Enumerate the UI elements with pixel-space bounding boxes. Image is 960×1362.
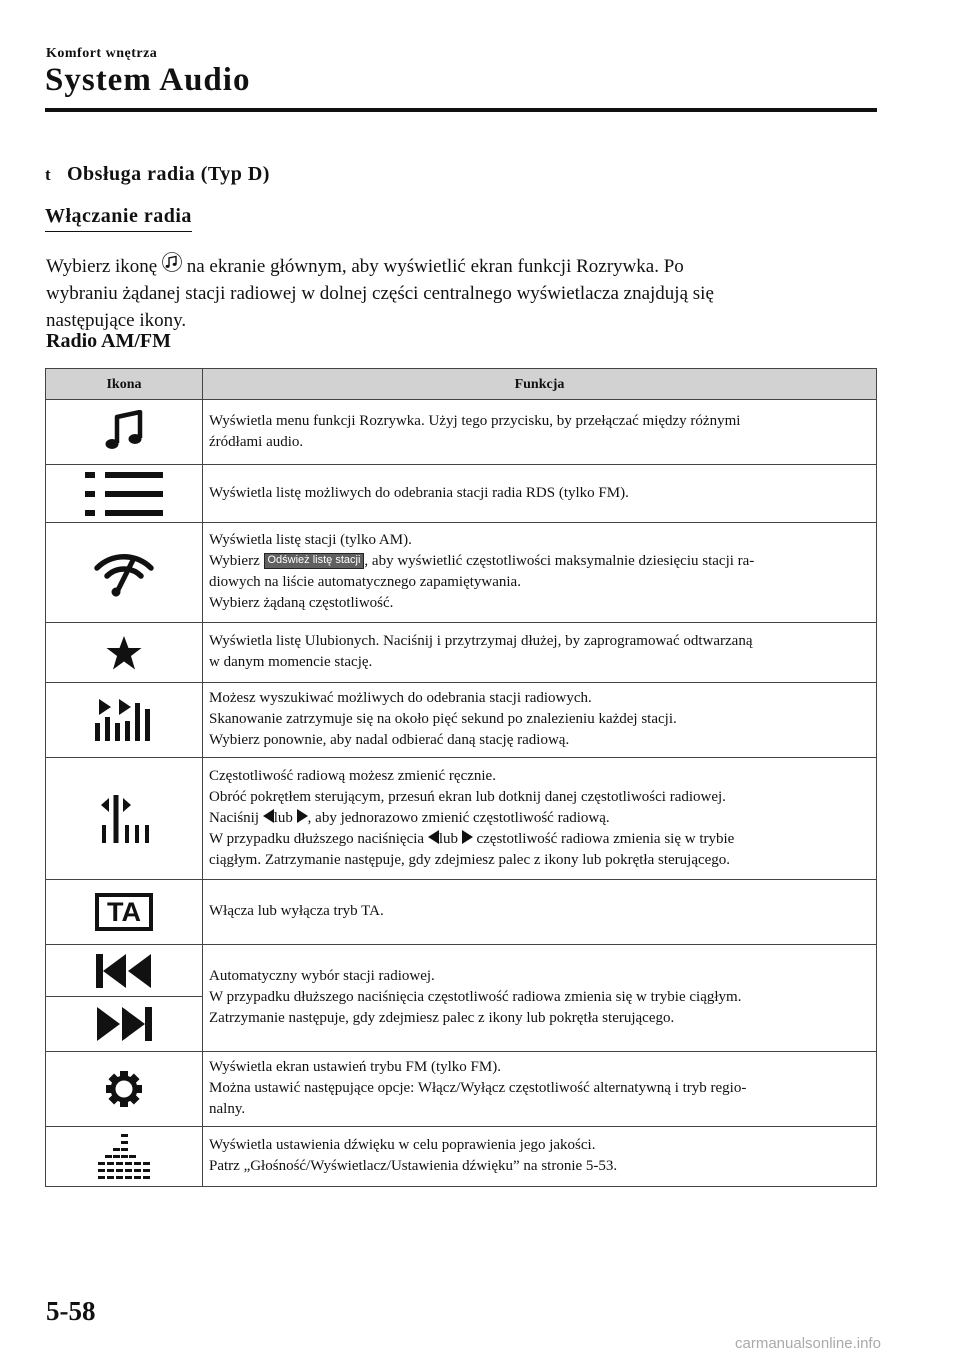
music-note-icon (104, 410, 144, 454)
table-header-row (46, 369, 877, 400)
tune-down-arrow-icon[interactable] (263, 809, 274, 823)
chapter-label: Komfort wnętrza (46, 46, 158, 61)
table-row (46, 523, 877, 623)
function-text: Patrz „Głośność/Wyświetlacz/Ustawienia dźwięku” na stronie 5-53. (209, 1158, 618, 1174)
column-header-function: Funkcja (203, 369, 877, 400)
manual-tune-icon (99, 795, 149, 843)
icon-cell (46, 945, 203, 1052)
function-text: Częstotliwość radiową możesz zmienić ręcznie. (209, 767, 496, 784)
seek-back-icon (96, 954, 152, 988)
function-cell (203, 758, 877, 880)
list-icon (85, 471, 163, 517)
function-text: diowych na liście automatycznego zapamiętywania. (209, 574, 521, 590)
function-cell (203, 1052, 877, 1127)
table-row (46, 758, 877, 880)
icon-cell (46, 758, 203, 880)
header-rule (45, 108, 877, 112)
function-text: Wyświetla ekran ustawień trybu FM (tylko FM). (209, 1059, 501, 1075)
function-text: Automatyczny wybór stacji radiowej. (209, 968, 435, 984)
section-title: System Audio (45, 62, 251, 98)
function-text: Wyświetla listę Ulubionych. Naciśnij i przytrzymaj dłużej, by zaprogramować odtwarzaną (209, 633, 753, 649)
icon-cell (46, 465, 203, 523)
tune-down-arrow-icon[interactable] (428, 830, 439, 844)
function-text: Wybierz żądaną częstotliwość. (209, 595, 394, 611)
intro-text-3: wybraniu żądanej stacji radiowej w dolnej części centralnego wyświetlacza znajdują się (46, 283, 714, 304)
function-text: Obróć pokrętłem sterującym, przesuń ekran lub dotknij danej częstotliwości radiowej. (209, 788, 726, 805)
icon-cell (46, 683, 203, 758)
topic-heading (45, 163, 270, 186)
function-text: Naciśnij lub , aby jednorazowo zmienić częstotliwość radiową. (209, 809, 610, 826)
function-text: Wyświetla listę stacji (tylko AM). (209, 532, 412, 548)
intro-text-2: na ekranie głównym, aby wyświetlić ekran funkcji Rozrywka. Po (186, 256, 684, 277)
function-text: Włącza lub wyłącza tryb TA. (209, 903, 384, 919)
function-text: W przypadku dłuższego naciśnięcia częstotliwość radiowa zmienia się w trybie ciągłym. (209, 989, 742, 1005)
function-text: Wyświetla ustawienia dźwięku w celu poprawienia jego jakości. (209, 1137, 596, 1153)
refresh-station-list-button[interactable]: Odśwież listę stacji (264, 553, 365, 569)
function-text: Można ustawić następujące opcje: Włącz/Wyłącz częstotliwość alternatywną i tryb regio- (209, 1080, 747, 1096)
function-text: Możesz wyszukiwać możliwych do odebrania stacji radiowych. (209, 690, 592, 706)
table-row (46, 945, 877, 1052)
heading-marker: t (45, 165, 52, 184)
column-header-icon: Ikona (46, 369, 203, 400)
heading-title: Obsługa radia (Typ D) (67, 163, 270, 185)
table-row (46, 465, 877, 523)
page-number: 5-58 (46, 1296, 96, 1326)
table-row (46, 400, 877, 465)
star-icon (105, 635, 143, 671)
antenna-icon (94, 548, 154, 598)
table-row (46, 880, 877, 945)
icon-cell (46, 523, 203, 623)
intro-text-4: następujące ikony. (46, 310, 187, 331)
icon-cell (46, 400, 203, 465)
icon-cell (46, 1127, 203, 1187)
icon-cell (46, 880, 203, 945)
function-text: ciągłym. Zatrzymanie następuje, gdy zdejmiesz palec z ikony lub pokrętła sterującego. (209, 851, 731, 868)
sound-settings-icon (98, 1134, 150, 1180)
function-text: Skanowanie zatrzymuje się na około pięć sekund po znalezieniu każdej stacji. (209, 711, 677, 727)
function-text: W przypadku dłuższego naciśnięcia lub częstotliwość radiowa zmienia się w trybie (209, 830, 735, 847)
function-cell (203, 623, 877, 683)
icon-cell (46, 623, 203, 683)
function-text: w danym momencie stację. (209, 654, 373, 670)
tune-up-arrow-icon[interactable] (462, 830, 473, 844)
table-row (46, 683, 877, 758)
band-title: Radio AM/FM (46, 330, 171, 352)
function-text: Zatrzymanie następuje, gdy zdejmiesz palec z ikony lub pokrętła sterującego. (209, 1010, 675, 1026)
ta-icon: TA (95, 893, 153, 931)
function-cell (203, 945, 877, 1052)
table-row (46, 623, 877, 683)
function-cell (203, 880, 877, 945)
subheading: Włączanie radia (45, 205, 192, 232)
gear-icon (106, 1071, 142, 1107)
function-cell (203, 400, 877, 465)
function-cell (203, 1127, 877, 1187)
function-text: nalny. (209, 1101, 246, 1117)
watermark: carmanualsonline.info (735, 1335, 881, 1352)
function-text: źródłami audio. (209, 433, 304, 450)
music-note-inline-icon (162, 252, 182, 274)
intro-text-1: Wybierz ikonę (46, 256, 158, 277)
function-text: Wyświetla listę możliwych do odebrania stacji radia RDS (tylko FM). (209, 484, 629, 501)
function-cell (203, 465, 877, 523)
icon-cell (46, 1052, 203, 1127)
scan-icon (95, 699, 153, 741)
seek-forward-icon (96, 1007, 152, 1041)
intro-paragraph (46, 252, 876, 334)
function-text: Wybierz Odśwież listę stacji , aby wyświetlić częstotliwości maksymalnie dziesięciu stacji ra- (209, 553, 755, 569)
icon-function-table (45, 368, 877, 1187)
tune-up-arrow-icon[interactable] (297, 809, 308, 823)
function-cell (203, 683, 877, 758)
function-text: Wybierz ponownie, aby nadal odbierać daną stację radiową. (209, 732, 570, 748)
table-row (46, 1127, 877, 1187)
table-row (46, 1052, 877, 1127)
function-text: Wyświetla menu funkcji Rozrywka. Użyj tego przycisku, by przełączać między różnymi (209, 412, 741, 429)
function-cell (203, 523, 877, 623)
